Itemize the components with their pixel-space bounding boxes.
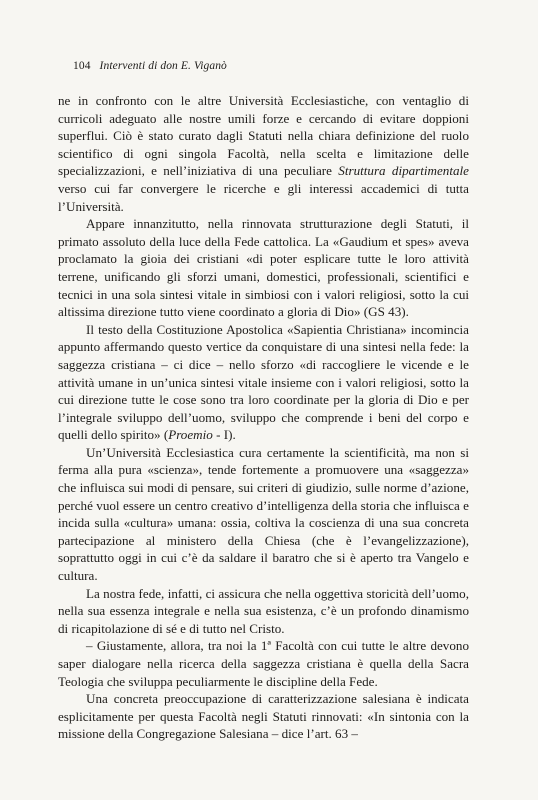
text-span: Una concreta preoccupazione di caratterizzazione salesiana è indicata esplicitamente per questa Facoltà negli Statuti rinnovati: «In sintonia con la missione della Congregazione Salesiana – dice l’art. 63 – (58, 691, 469, 742)
paragraph (58, 444, 469, 585)
text-span: - I). (212, 427, 236, 443)
italic-span: Proemio (168, 427, 213, 443)
text-span: Un’Università Ecclesiastica cura certamente la scientificità, ma non si ferma alla pura «scienza», tende fortemente a promuovere una «saggezza» che influisca sui modi di pensare, sui criteri di giudizio, sulle norme d’azione, perché vuol essere un centro creativo d’intelligenza della storia che influisca e incida sulla «cultura» umana: ossia, coltiva la coscienza di una sua concreta partecipazione al ministero della Chiesa (che è l’evangelizzazione), soprattutto oggi in cui c’è da saldare il baratro che si è aperto tra Vangelo e cultura. (58, 444, 469, 584)
text-span: ne in confronto con le altre Università Ecclesiastiche, con ventaglio di curricoli adeguato alle nostre umili forze e cercando di evitare doppioni superflui. Ciò è stato curato dagli Statuti nella chiara definizione del ruolo scientifico di ogni singola Facoltà, nella scelta e limitazione delle specializzazioni, e nell’iniziativa di una peculiare (58, 93, 469, 179)
running-title: Interventi di don E. Viganò (99, 60, 227, 72)
paragraph (58, 637, 469, 690)
text-span: verso cui far convergere le ricerche e gli interessi accademici di tutta l’Università. (58, 180, 469, 214)
page-number: 104 (73, 60, 91, 72)
paragraph (58, 215, 469, 321)
text-span: La nostra fede, infatti, ci assicura che nella oggettiva storicità dell’uomo, nella sua essenza integrale e nella sua esistenza, c’è un profondo dinamismo di ricapitolazione di sé e di tutto nel Cristo. (58, 585, 469, 636)
body-text (58, 92, 469, 743)
paragraph (58, 92, 469, 215)
italic-span: Struttura dipartimentale (338, 163, 469, 179)
text-span: – Giustamente, allora, tra noi la 1ª Facoltà con cui tutte le altre devono saper dialogare nella ricerca della saggezza cristiana è quella della Sacra Teologia che sviluppa peculiarmente le discipline della Fede. (58, 638, 469, 689)
paragraph (58, 690, 469, 743)
paragraph (58, 585, 469, 638)
paragraph (58, 321, 469, 444)
text-span: Il testo della Costituzione Apostolica «Sapientia Christiana» incomincia appunto affermando questo vertice da conquistare di una sintesi nella fede: la saggezza cristiana – ci dice – nello sforzo «di raccogliere le vicende e le attività umane in un’unica sintesi vitale insieme con i valori religiosi, sotto la cui direzione tutte le cose sono tra loro coordinate per la gloria di Dio e per l’integrale sviluppo dell’uomo, sviluppo che comprende i beni del corpo e quelli dello spirito» ( (58, 321, 469, 443)
running-header (73, 60, 227, 72)
text-span: Appare innanzitutto, nella rinnovata strutturazione degli Statuti, il primato assoluto della luce della Fede cattolica. La «Gaudium et spes» aveva proclamato la gioia dei cristiani «di poter esplicare tutte le loro attività terrene, unificando gli sforzi umani, domestici, professionali, scientifici e tecnici in una sola sintesi vitale in simbiosi con i valori religiosi, sotto la cui altissima direzione tutto viene coordinato a gloria di Dio» (GS 43). (58, 216, 469, 320)
